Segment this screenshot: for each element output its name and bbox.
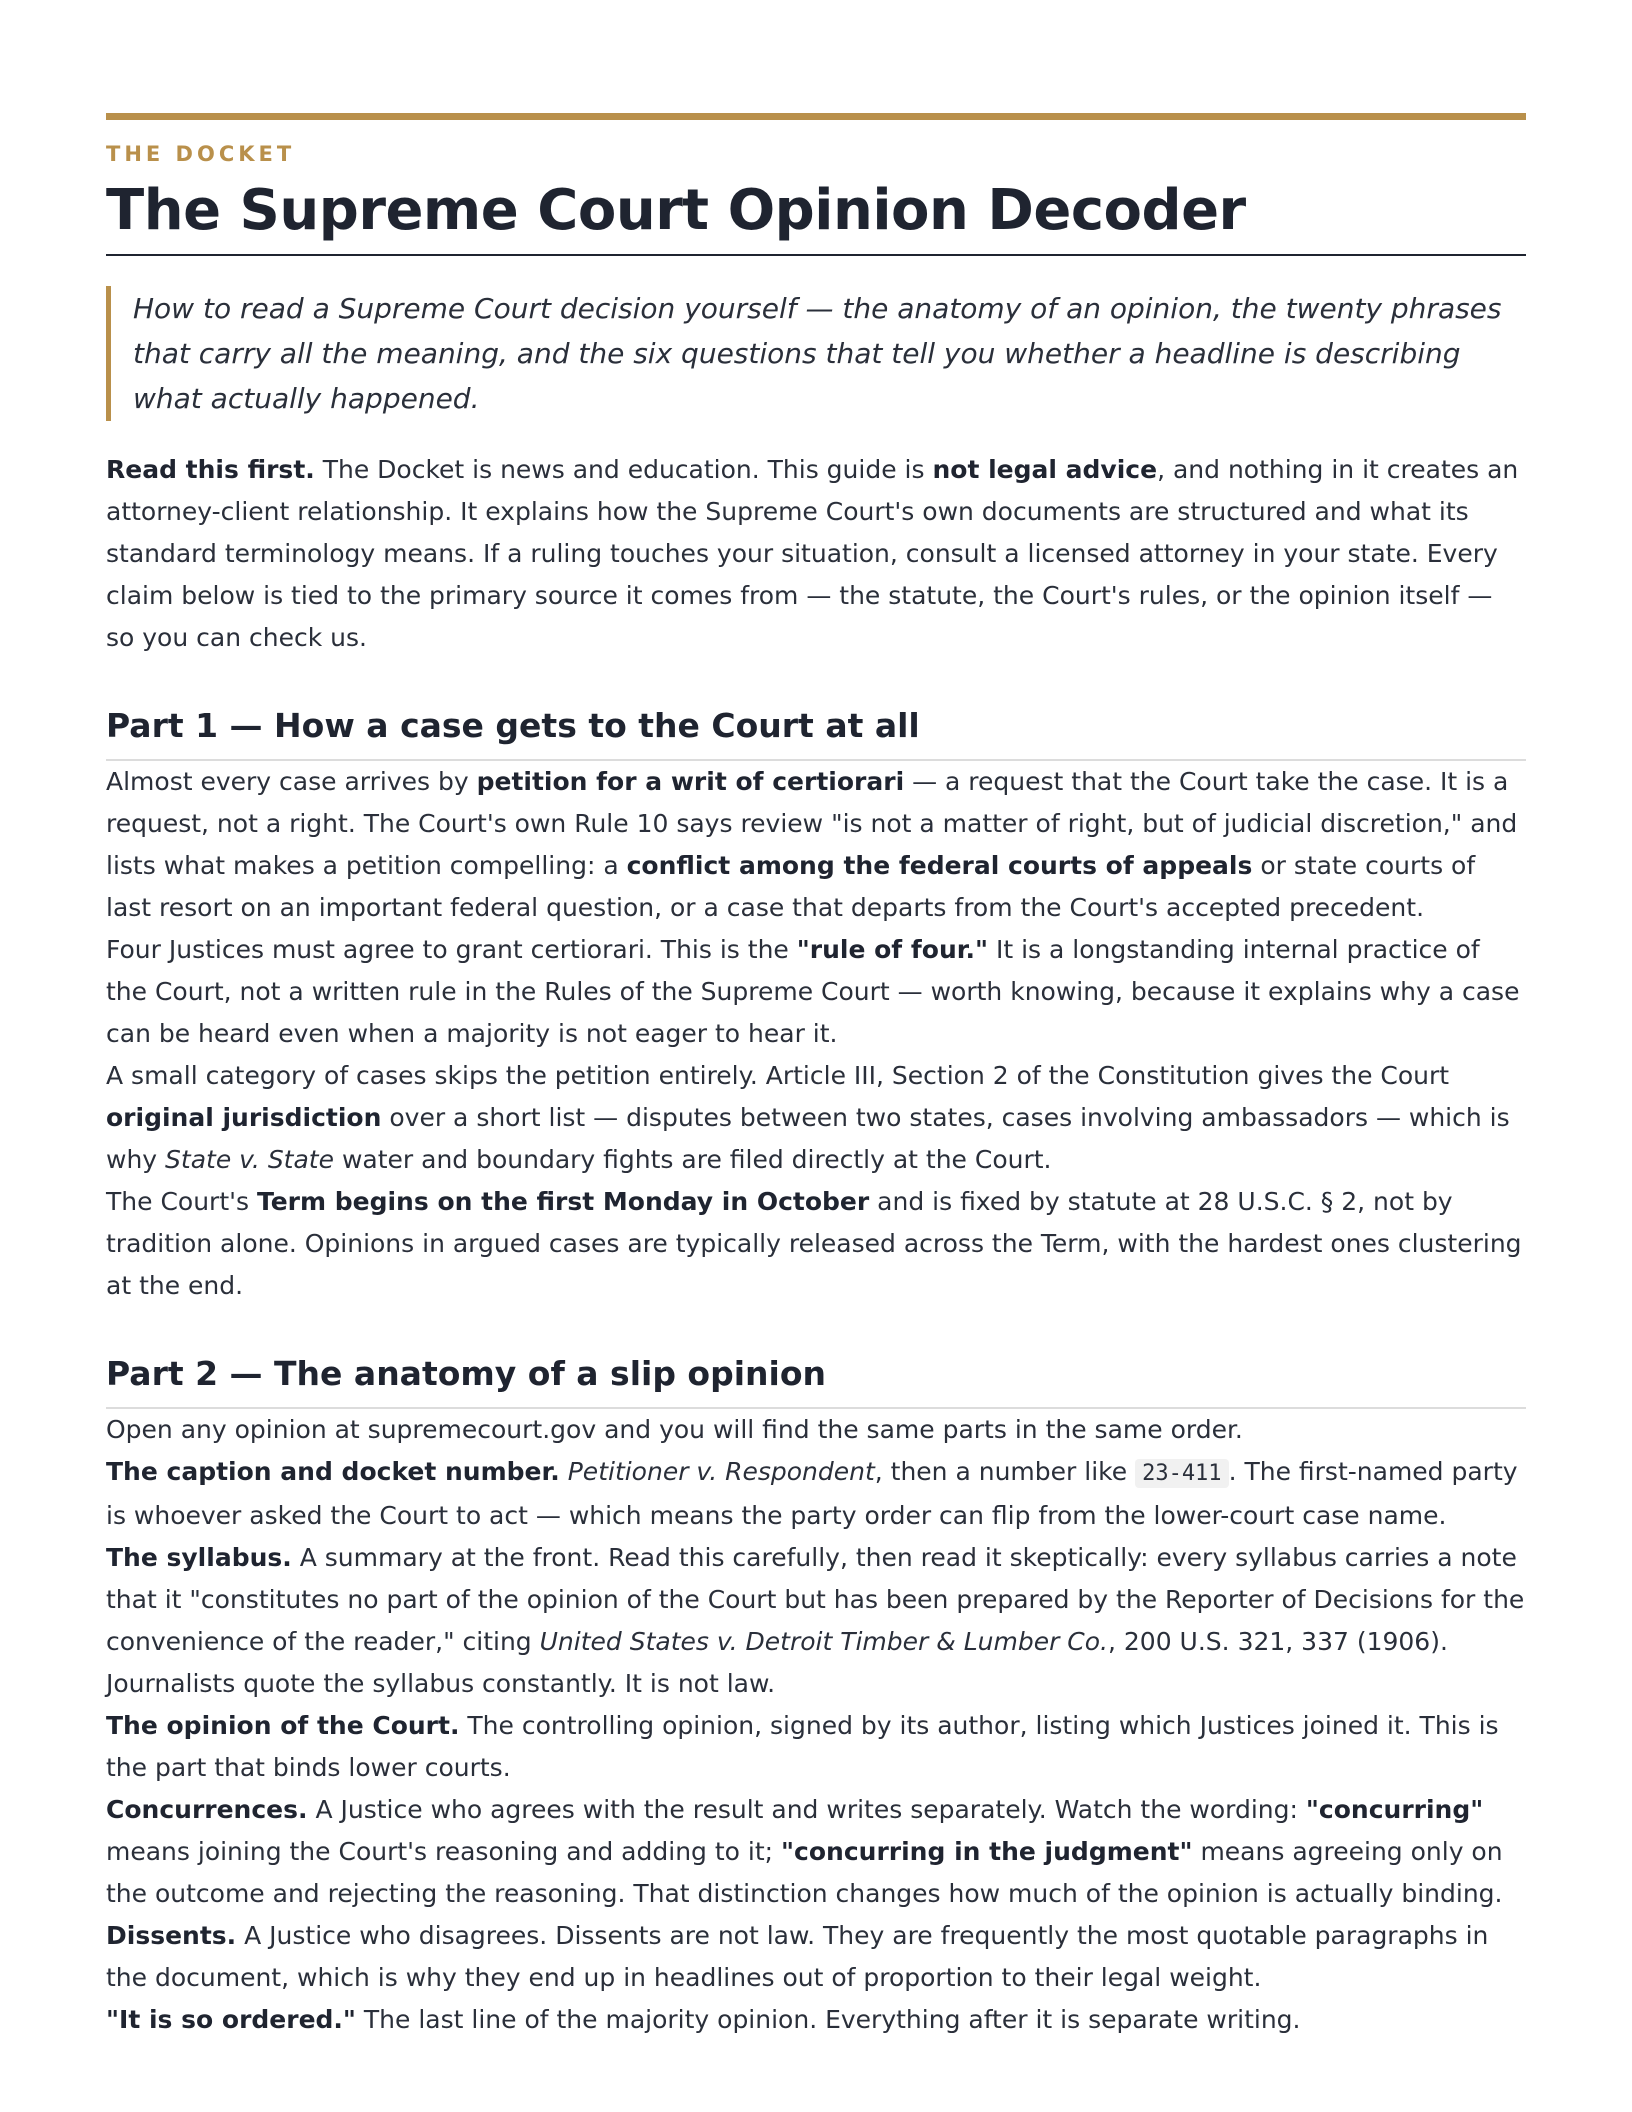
- part1-heading: Part 1 — How a case gets to the Court at all: [106, 703, 1526, 761]
- part1-paragraph-4: [106, 1181, 1526, 1307]
- part1-paragraph-2: [106, 929, 1526, 1055]
- part1-paragraph-3: [106, 1055, 1526, 1181]
- text-run: A Justice who disagrees. Dissents are not law. They are frequently the most quotable paragraphs in the document, which is why they end up in headlines out of proportion to their legal weight.: [106, 1921, 1489, 1992]
- bold-run: "concurring in the judgment": [781, 1837, 1193, 1866]
- concurrences-paragraph: [106, 1789, 1526, 1915]
- article: [106, 113, 1526, 2041]
- page-title: The Supreme Court Opinion Decoder: [106, 174, 1526, 256]
- text-run: and is fixed by statute at 28 U.S.C. § 2, not by tradition alone. Opinions in argued cases are typically released across the Term, with the hardest ones clustering at the end.: [106, 1187, 1522, 1300]
- bold-run: The caption and docket number.: [106, 1457, 560, 1486]
- text-run: Almost every case arrives by: [106, 767, 477, 796]
- bold-run: "It is so ordered.": [106, 2005, 356, 2034]
- text-run: , and nothing in it creates an attorney-client relationship. It explains how the Supreme Court's own documents are structured and what its standard terminology means. If a ruling touches your situation, consult a licensed attorney in your state. Every claim below is tied to the primary source it comes from — the statute, the Court's rules, or the opinion itself — so you can check us.: [106, 455, 1519, 652]
- text-run: It is a longstanding internal practice of the Court, not a written rule in the Rules of the Supreme Court — worth knowing, because it explains why a case can be heard even when a majority is not eager to hear it.: [106, 935, 1520, 1048]
- dek-blockquote: How to read a Supreme Court decision yourself — the anatomy of an opinion, the twenty phrases that carry all the meaning, and the six questions that tell you whether a headline is describing what actually happened.: [106, 286, 1526, 421]
- bold-run: "rule of four.": [796, 935, 989, 964]
- kicker: THE DOCKET: [106, 142, 296, 166]
- text-run: The controlling opinion, signed by its author, listing which Justices joined it. This is the part that binds lower courts.: [106, 1711, 1499, 1782]
- text-run: [560, 1457, 568, 1486]
- docket-number-code: 23-411: [1135, 1459, 1228, 1488]
- bold-run: petition for a writ of certiorari: [476, 767, 905, 796]
- text-run: . The first-named party is whoever asked the Court to act — which means the party order can flip from the lower-court case name.: [106, 1457, 1518, 1530]
- text-run: means joining the Court's reasoning and adding to it;: [106, 1837, 782, 1866]
- disclaimer-lead: Read this first.: [106, 455, 315, 484]
- opinion-paragraph: [106, 1705, 1526, 1789]
- dissents-paragraph: [106, 1915, 1526, 1999]
- text-run: Four Justices must agree to grant certiorari. This is the: [106, 935, 797, 964]
- text-run: A Justice who agrees with the result and writes separately. Watch the wording:: [307, 1795, 1306, 1824]
- part2-intro: Open any opinion at supremecourt.gov and you will find the same parts in the same order.: [106, 1415, 1243, 1444]
- text-run: over a short list — disputes between two states, cases involving ambassadors — which is why: [106, 1103, 1510, 1174]
- text-run: The Court's: [106, 1187, 257, 1216]
- disclaimer-paragraph: [106, 449, 1526, 659]
- text-run: The last line of the majority opinion. Everything after it is separate writing.: [355, 2005, 1301, 2034]
- bold-run: Term begins on the first Monday in October: [256, 1187, 870, 1216]
- text-run: water and boundary fights are filed directly at the Court.: [334, 1145, 1052, 1174]
- bold-run: Concurrences.: [106, 1795, 308, 1824]
- italic-run: United States v. Detroit Timber & Lumber Co.: [539, 1627, 1108, 1656]
- bold-run: The syllabus.: [106, 1543, 292, 1572]
- bold-run: Dissents.: [106, 1921, 237, 1950]
- part1-paragraph-1: [106, 761, 1526, 929]
- bold-run: original jurisdiction: [106, 1103, 382, 1132]
- text-run: A small category of cases skips the petition entirely. Article III, Section 2 of the Constitution gives the Court: [106, 1061, 1450, 1090]
- text-run: , then a number like: [874, 1457, 1136, 1486]
- caption-paragraph: [106, 1451, 1526, 1537]
- text-run: means agreeing only on the outcome and rejecting the reasoning. That distinction changes how much of the opinion is actually binding.: [106, 1837, 1503, 1908]
- italic-run: Petitioner v. Respondent: [567, 1457, 875, 1486]
- italic-run: State v. State: [165, 1145, 334, 1174]
- bold-run: not legal advice: [932, 455, 1158, 484]
- part2-heading: Part 2 — The anatomy of a slip opinion: [106, 1351, 1526, 1409]
- ordered-paragraph: [106, 1999, 1526, 2041]
- bold-run: The opinion of the Court.: [106, 1711, 460, 1740]
- bold-run: conflict among the federal courts of appeals: [626, 851, 1253, 880]
- bold-run: "concurring": [1305, 1795, 1484, 1824]
- text-run: , 200 U.S. 321, 337 (1906). Journalists quote the syllabus constantly. It is not law.: [106, 1627, 1448, 1698]
- text-run: or state courts of last resort on an important federal question, or a case that departs from the Court's accepted precedent.: [106, 851, 1476, 922]
- text-run: The Docket is news and education. This guide is: [314, 455, 933, 484]
- top-rule: [106, 113, 1526, 120]
- text-run: — a request that the Court take the case. It is a request, not a right. The Court's own Rule 10 says review "is not a matter of right, but of judicial discretion," and lists what makes a petition compelling: a: [106, 767, 1518, 880]
- syllabus-paragraph: [106, 1537, 1526, 1705]
- text-run: A summary at the front. Read this carefully, then read it skeptically: every syllabus carries a note that it "constitutes no part of the opinion of the Court but has been prepared by the Reporter of Decisions for the convenience of the reader," citing: [106, 1543, 1525, 1656]
